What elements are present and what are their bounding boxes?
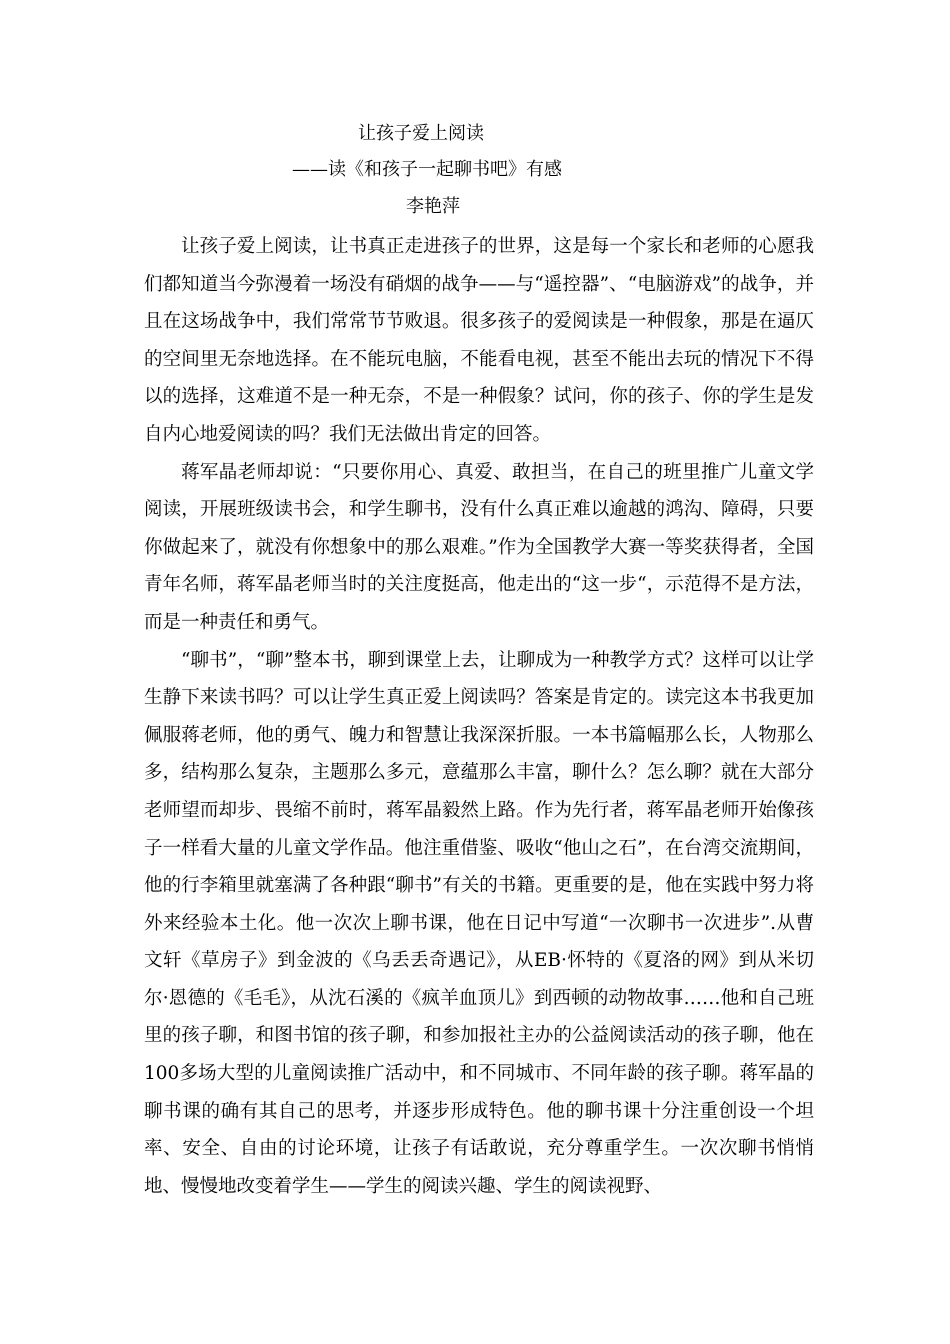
- document-author: 李艳萍: [406, 196, 460, 217]
- document-title: 让孩子爱上阅读: [358, 123, 484, 144]
- document-body: [144, 228, 814, 1205]
- paragraph: 蒋军晶老师却说：“只要你用心、真爱、敢担当，在自己的班里推广儿童文学阅读，开展班级读书会，和学生聊书，没有什么真正难以逾越的鸿沟、障碍，只要你做起来了，就没有你想象中的那么艰难。”作为全国教学大赛一等奖获得者，全国青年名师，蒋军晶老师当时的关注度挺高，他走出的“这一步“，示范得不是方法，而是一种责任和勇气。: [144, 461, 814, 633]
- document-subtitle: ——读《和孩子一起聊书吧》有感: [292, 159, 562, 180]
- paragraph: 让孩子爱上阅读，让书真正走进孩子的世界，这是每一个家长和老师的心愿我们都知道当今弥漫着一场没有硝烟的战争——与“遥控器”、“电脑游戏”的战争，并且在这场战争中，我们常常节节败退。很多孩子的爱阅读是一种假象，那是在逼仄的空间里无奈地选择。在不能玩电脑，不能看电视，甚至不能出去玩的情况下不得以的选择，这难道不是一种无奈，不是一种假象？试问，你的孩子、你的学生是发自内心地爱阅读的吗？我们无法做出肯定的回答。: [144, 236, 814, 445]
- paragraph: “聊书”，“聊”整本书，聊到课堂上去，让聊成为一种教学方式？这样可以让学生静下来读书吗？可以让学生真正爱上阅读吗？答案是肯定的。读完这本书我更加佩服蒋老师，他的勇气、魄力和智慧让我深深折服。一本书篇幅那么长，人物那么多，结构那么复杂，主题那么多元，意蕴那么丰富，聊什么？怎么聊？就在大部分老师望而却步、畏缩不前时，蒋军晶毅然上路。作为先行者，蒋军晶老师开始像孩子一样看大量的儿童文学作品。他注重借鉴、吸收“他山之石”，在台湾交流期间，他的行李箱里就塞满了各种跟“聊书”有关的书籍。更重要的是，他在实践中努力将外来经验本土化。他一次次上聊书课，他在日记中写道“一次聊书一次进步”.从曹文轩《草房子》到金波的《乌丢丢奇遇记》，从EB·怀特的《夏洛的网》到从米切尔·恩德的《毛毛》，从沈石溪的《疯羊血顶儿》到西顿的动物故事……他和自己班里的孩子聊，和图书馆的孩子聊，和参加报社主办的公益阅读活动的孩子聊，他在100多场大型的儿童阅读推广活动中，和不同城市、不同年龄的孩子聊。蒋军晶的聊书课的确有其自己的思考，并逐步形成特色。他的聊书课十分注重创设一个坦率、安全、自由的讨论环境，让孩子有话敢说，充分尊重学生。一次次聊书悄悄地、慢慢地改变着学生——学生的阅读兴趣、学生的阅读视野、: [144, 649, 814, 1197]
